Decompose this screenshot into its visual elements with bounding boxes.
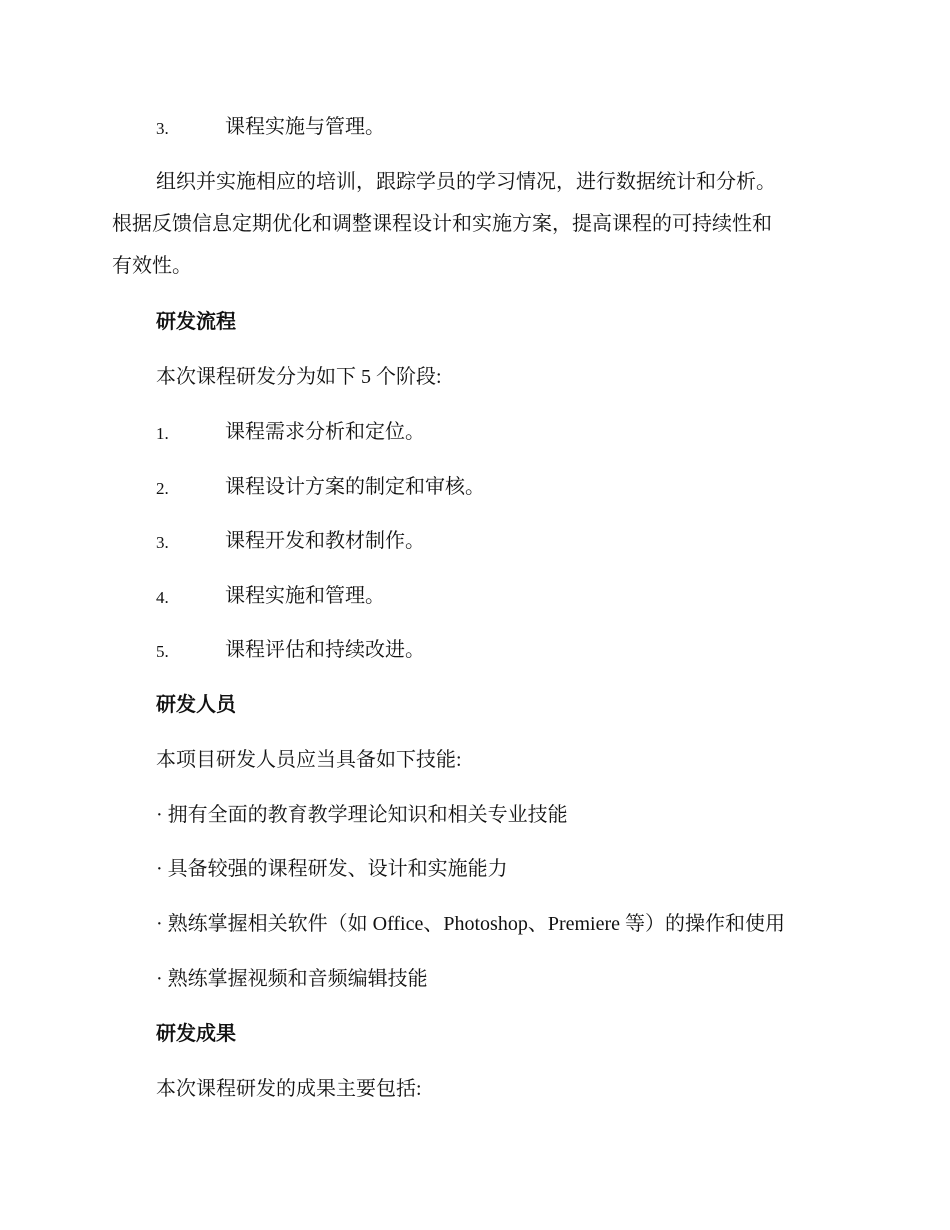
staff-heading: 研发人员 (156, 694, 236, 716)
stage-text: 课程设计方案的制定和审核。 (225, 476, 485, 498)
skill-item: · 拥有全面的教育教学理论知识和相关专业技能 (156, 804, 568, 826)
stage-text: 课程实施和管理。 (225, 585, 385, 607)
staff-intro: 本项目研发人员应当具备如下技能: (156, 749, 462, 771)
stage-number: 5. (156, 642, 169, 661)
paragraph-line-3: 有效性。 (112, 255, 192, 277)
stage-text: 课程评估和持续改进。 (225, 639, 425, 661)
skill-item: · 熟练掌握视频和音频编辑技能 (156, 968, 428, 990)
skill-item: · 具备较强的课程研发、设计和实施能力 (156, 858, 508, 880)
stage-number: 2. (156, 479, 169, 498)
paragraph-line-2: 根据反馈信息定期优化和调整课程设计和实施方案，提高课程的可持续性和 (112, 213, 772, 235)
paragraph-line-1: 组织并实施相应的培训，跟踪学员的学习情况，进行数据统计和分析。 (156, 171, 776, 193)
stage-text: 课程需求分析和定位。 (225, 421, 425, 443)
process-heading: 研发流程 (156, 311, 236, 333)
stage-number: 3. (156, 533, 169, 552)
process-intro: 本次课程研发分为如下 5 个阶段: (156, 366, 442, 388)
stage-number: 4. (156, 588, 169, 607)
stage-text: 课程开发和教材制作。 (225, 530, 425, 552)
results-intro: 本次课程研发的成果主要包括: (156, 1078, 422, 1100)
section-number: 3. (156, 119, 169, 138)
stage-number: 1. (156, 424, 169, 443)
section-title: 课程实施与管理。 (225, 116, 385, 138)
skill-item: · 熟练掌握相关软件（如 Office、Photoshop、Premiere 等）的操作和使用 (156, 913, 786, 935)
results-heading: 研发成果 (156, 1023, 236, 1045)
